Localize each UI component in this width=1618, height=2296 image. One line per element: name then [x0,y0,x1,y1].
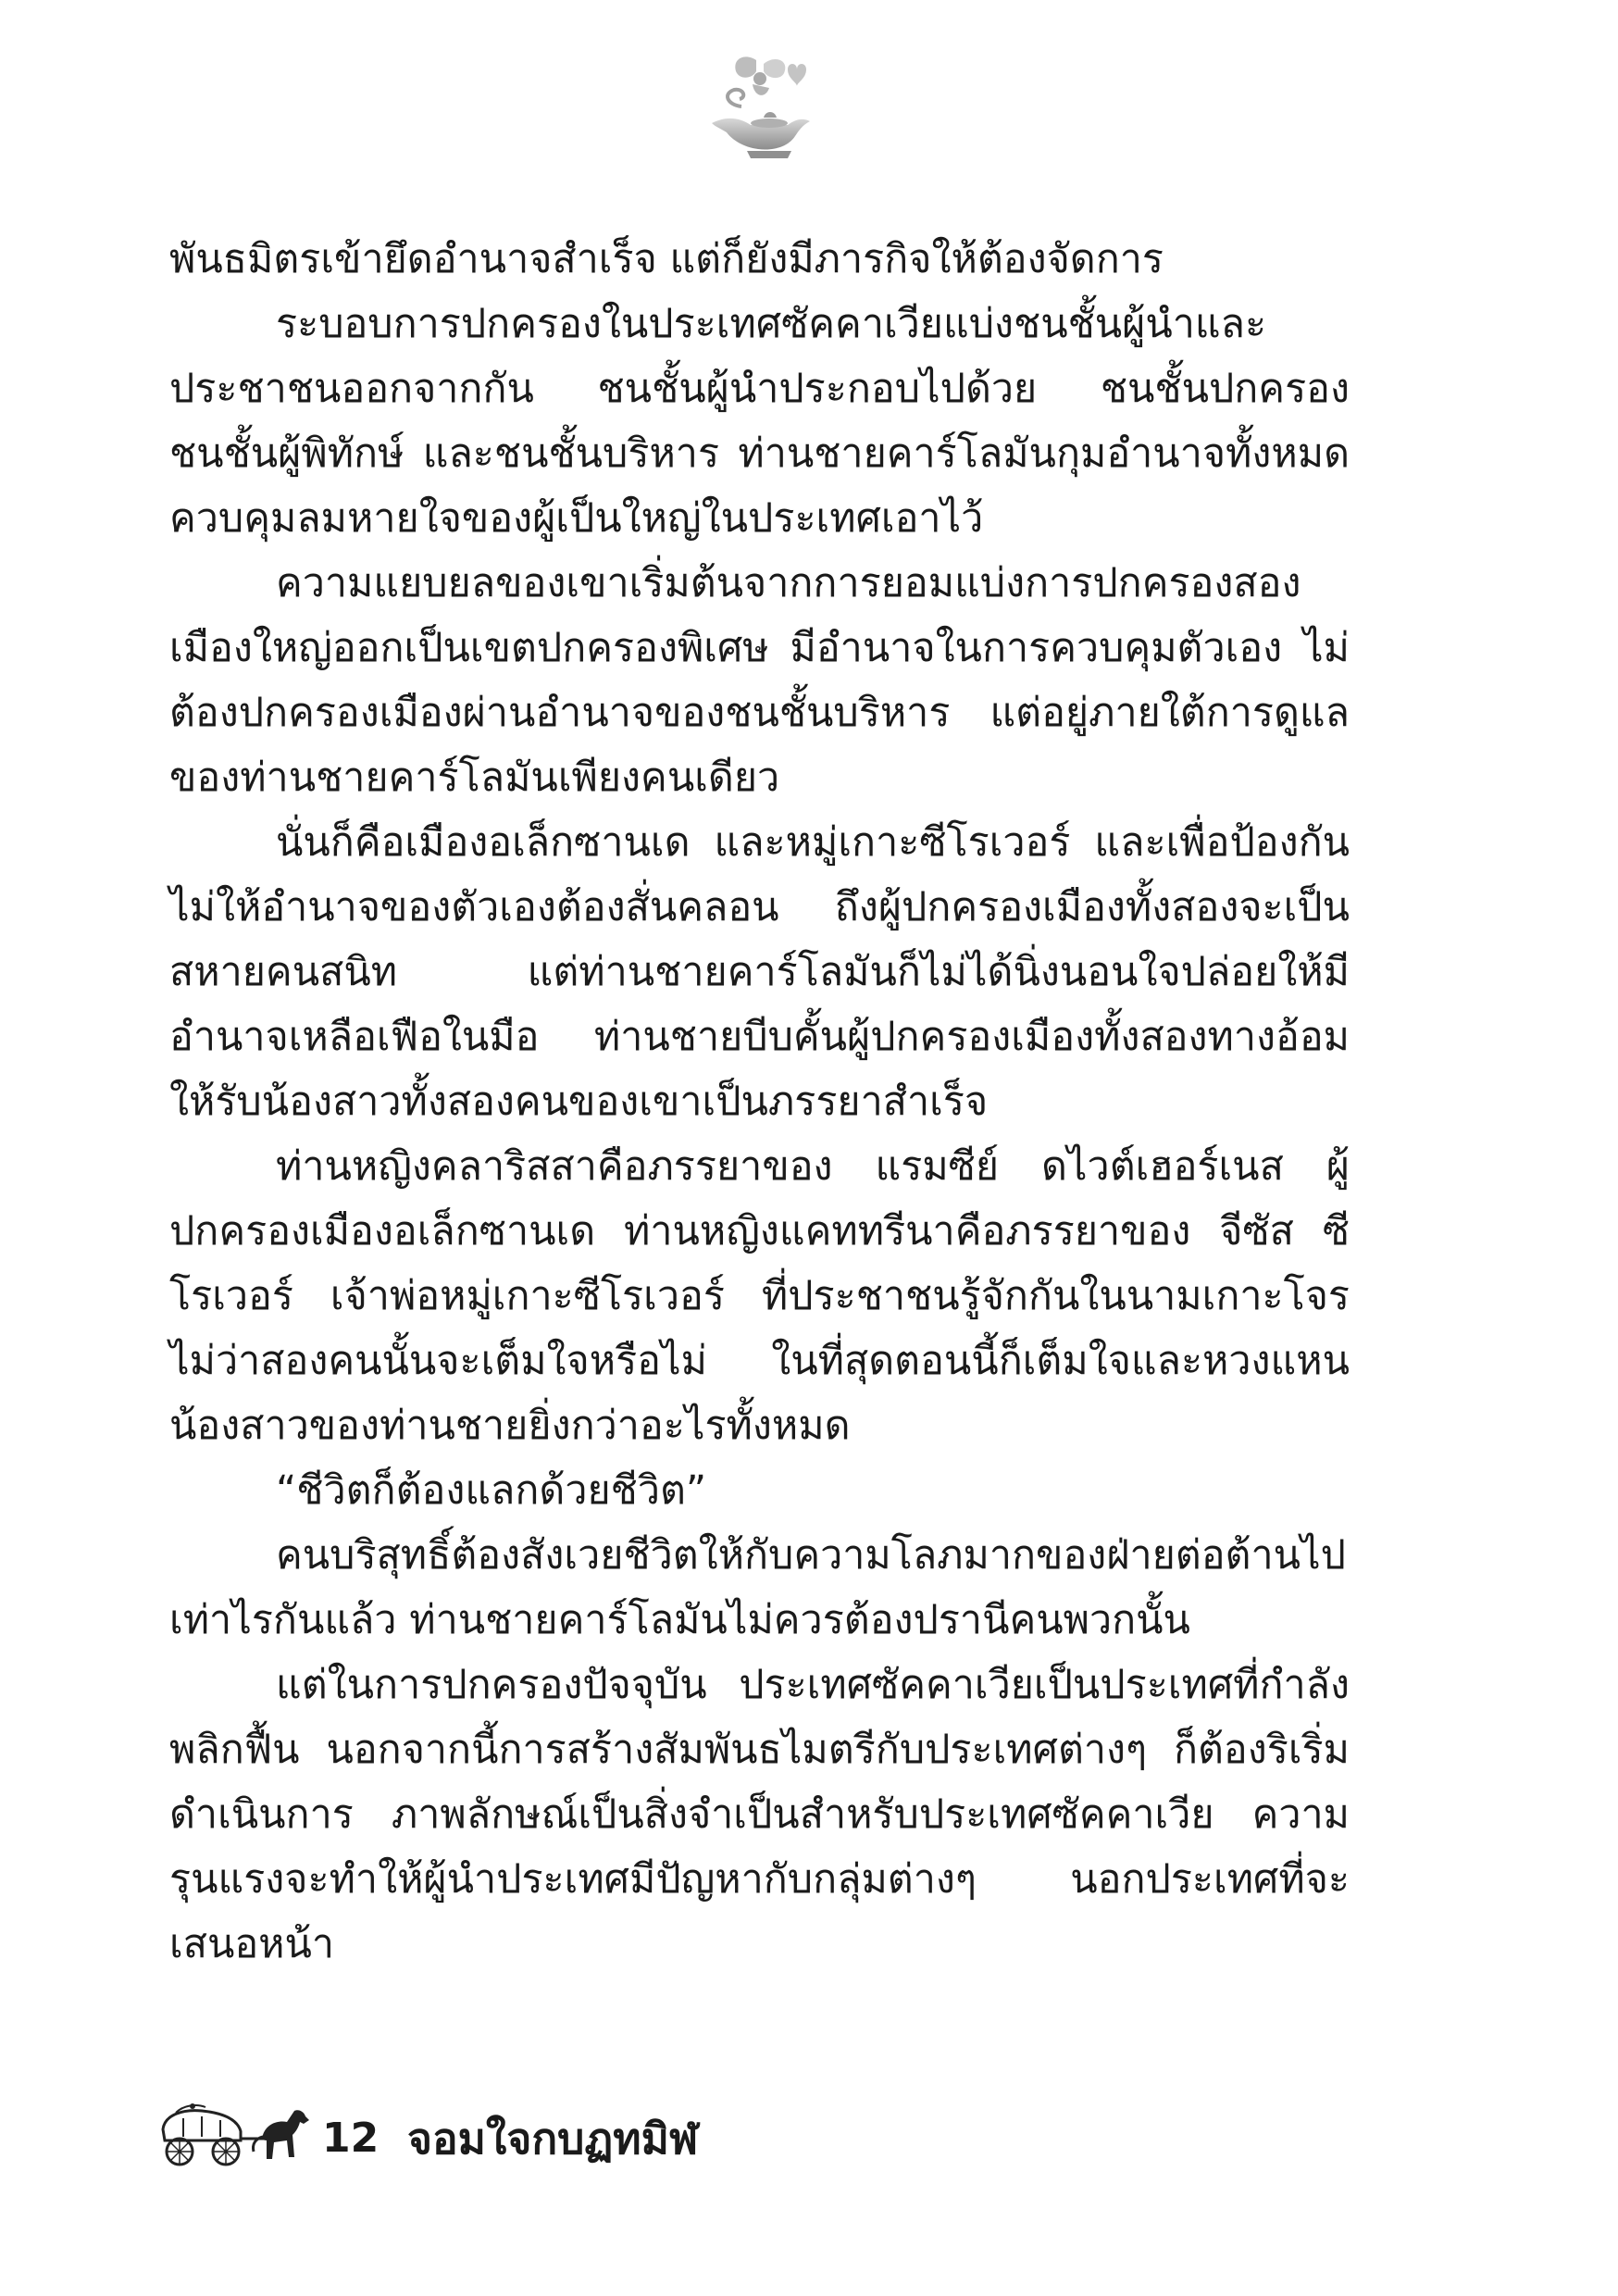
paragraph: แต่ในการปกครองปัจจุบัน ประเทศซัคคาเวียเป็นประเทศที่กำลังพลิกฟื้น นอกจากนี้การสร้างสัมพันธไมตรีกับประเทศต่างๆ ก็ต้องริเริ่มดำเนินการ ภาพลักษณ์เป็นสิ่งจำเป็นสำหรับประเทศซัคคาเวีย ความรุนแรงจะทำให้ผู้นำประเทศมีปัญหากับกลุ่มต่างๆ นอกประเทศที่จะเสนอหน้า [169,1662,1350,1967]
horse-carriage-icon [156,2102,317,2168]
paragraph: คนบริสุทธิ์ต้องสังเวยชีวิตให้กับความโลภมากของฝ่ายต่อต้านไปเท่าไรกันแล้ว ท่านชายคาร์โลมันไม่ควรต้องปรานีคนพวกนั้น [169,1532,1346,1643]
book-title: จอมใจกบฏทมิฬ [407,2114,699,2164]
paragraph: ท่านหญิงคลาริสสาคือภรรยาของ แรมซีย์ ดไวต์เฮอร์เนส ผู้ปกครองเมืองอเล็กซานเด ท่านหญิงแคททรีนาคือภรรยาของ จีซัส ซี โรเวอร์ เจ้าพ่อหมู่เกาะซีโรเวอร์ ที่ประชาชนรู้จักกันในนามเกาะโจร ไม่ว่าสองคนนั้นจะเต็มใจหรือไม่ ในที่สุดตอนนี้ก็เต็มใจและหวงแหนน้องสาวของท่านชายยิ่งกว่าอะไรทั้งหมด [169,1143,1350,1449]
paragraph: ความแยบยลของเขาเริ่มต้นจากการยอมแบ่งการปกครองสองเมืองใหญ่ออกเป็นเขตปกครองพิเศษ มีอำนาจในการควบคุมตัวเอง ไม่ต้องปกครองเมืองผ่านอำนาจของชนชั้นบริหาร แต่อยู่ภายใต้การดูแลของท่านชายคาร์โลมันเพียงคนเดียว [169,560,1350,801]
paragraph: นั่นก็คือเมืองอเล็กซานเด และหมู่เกาะซีโรเวอร์ และเพื่อป้องกันไม่ให้อำนาจของตัวเองต้องสั่นคลอน ถึงผู้ปกครองเมืองทั้งสองจะเป็นสหายคนสนิท แต่ท่านชายคาร์โลมันก็ไม่ได้นิ่งนอนใจปล่อยให้มีอำนาจเหลือเฟือในมือ ท่านชายบีบคั้นผู้ปกครองเมืองทั้งสองทางอ้อมให้รับน้องสาวทั้งสองคนของเขาเป็นภรรยาสำเร็จ [169,819,1350,1125]
page-footer [156,2102,989,2176]
paragraph: “ชีวิตก็ต้องแลกด้วยชีวิต” [276,1467,707,1514]
paragraph: พันธมิตรเข้ายึดอำนาจสำเร็จ แต่ก็ยังมีภารกิจให้ต้องจัดการ [169,236,1164,282]
page-number: 12 [322,2115,380,2162]
genie-lamp-ornament-icon [699,51,819,167]
paragraph: ระบอบการปกครองในประเทศซัคคาเวียแบ่งชนชั้นผู้นำและประชาชนออกจากกัน ชนชั้นผู้นำประกอบไปด้วย ชนชั้นปกครอง ชนชั้นผู้พิทักษ์ และชนชั้นบริหาร ท่านชายคาร์โลมันกุมอำนาจทั้งหมด ควบคุมลมหายใจของผู้เป็นใหญ่ในประเทศเอาไว้ [169,301,1350,542]
body-text [169,227,1350,1977]
